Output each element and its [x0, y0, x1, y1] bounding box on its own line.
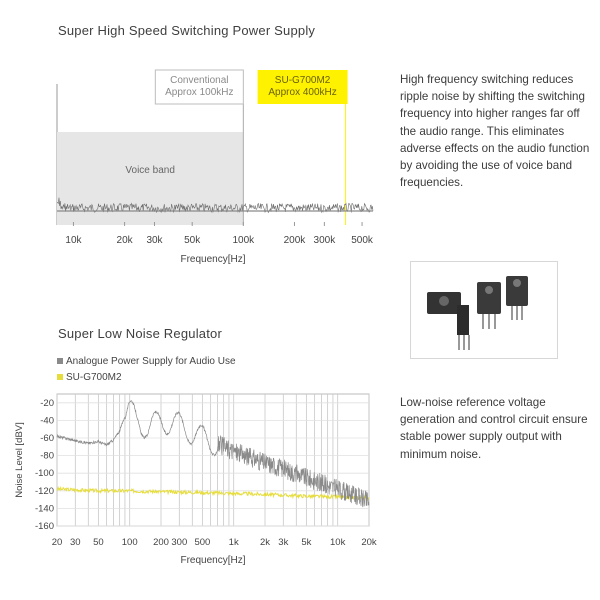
x-tick-label: 500	[194, 537, 211, 548]
x-tick-label: 500k	[351, 235, 373, 246]
conventional-annotation-text: Conventional	[170, 75, 229, 86]
x-tick-label: 50	[93, 537, 104, 548]
y-tick-label: -80	[40, 450, 54, 462]
regulator-description: Low-noise reference voltage generation and control circuit ensure stable power supply output with minimum noise.	[400, 396, 588, 461]
y-tick-label: -100	[34, 468, 54, 480]
su-annotation-text: Approx 400kHz	[268, 87, 337, 98]
transistor-hole	[485, 286, 493, 294]
x-tick-label: 200k	[283, 235, 306, 246]
conventional-annotation-text: Approx 100kHz	[165, 87, 234, 98]
x-tick-label: 30k	[146, 235, 163, 246]
switching-section-title: Super High Speed Switching Power Supply	[58, 23, 316, 38]
legend-swatch	[57, 358, 63, 364]
y-tick-label: -160	[34, 521, 54, 532]
legend-swatch	[57, 374, 63, 380]
y-tick-label: -120	[34, 485, 54, 497]
y-tick-label: -20	[40, 397, 54, 409]
switching-description: High frequency switching reduces ripple noise by shifting the switching frequency into higher ranges far off the audio range. This eliminates adverse effects on the audio function by avoiding the use of voice band frequencies.	[400, 73, 590, 190]
x-tick-label: 300	[171, 537, 188, 548]
y-tick-label: -60	[40, 433, 54, 444]
voice-band-label: Voice band	[125, 165, 175, 176]
transistor-hole	[513, 279, 521, 287]
y-tick-label: -40	[40, 415, 54, 427]
x-tick-label: 300k	[313, 235, 336, 246]
plot-frame	[57, 394, 369, 526]
regulator-section-title: Super Low Noise Regulator	[58, 326, 222, 341]
x-tick-label: 3k	[278, 537, 289, 548]
x-tick-label: 20k	[361, 537, 377, 548]
noise-level-chart	[0, 350, 400, 570]
y-axis-title: Noise Level [dBV]	[14, 422, 25, 498]
x-axis-title: Frequency[Hz]	[180, 555, 246, 566]
x-tick-label: 10k	[330, 537, 346, 548]
legend-label: Analogue Power Supply for Audio Use	[66, 356, 236, 367]
transistor-hole	[439, 296, 449, 306]
switching-spectrum-chart	[0, 60, 400, 275]
transistor-photo	[410, 261, 558, 359]
x-tick-label: 20	[51, 537, 63, 548]
x-tick-label: 1k	[228, 537, 239, 548]
x-tick-label: 2k	[259, 537, 271, 548]
transistors-image	[411, 262, 557, 358]
x-tick-label: 50k	[184, 235, 201, 246]
legend-label: SU-G700M2	[66, 372, 122, 383]
y-tick-label: -140	[34, 503, 54, 515]
x-tick-label: 30	[70, 537, 81, 548]
su-annotation-text: SU-G700M2	[274, 75, 331, 86]
su-g700m2-series	[57, 488, 369, 500]
x-tick-label: 200	[153, 537, 169, 548]
transistor-tab	[457, 305, 469, 335]
x-tick-label: 20k	[116, 235, 133, 246]
x-tick-label: 10k	[65, 235, 82, 246]
x-tick-label: 100k	[232, 235, 255, 246]
x-tick-label: 5k	[301, 537, 312, 548]
x-axis-title: Frequency[Hz]	[180, 254, 246, 265]
x-tick-label: 100	[121, 537, 138, 548]
